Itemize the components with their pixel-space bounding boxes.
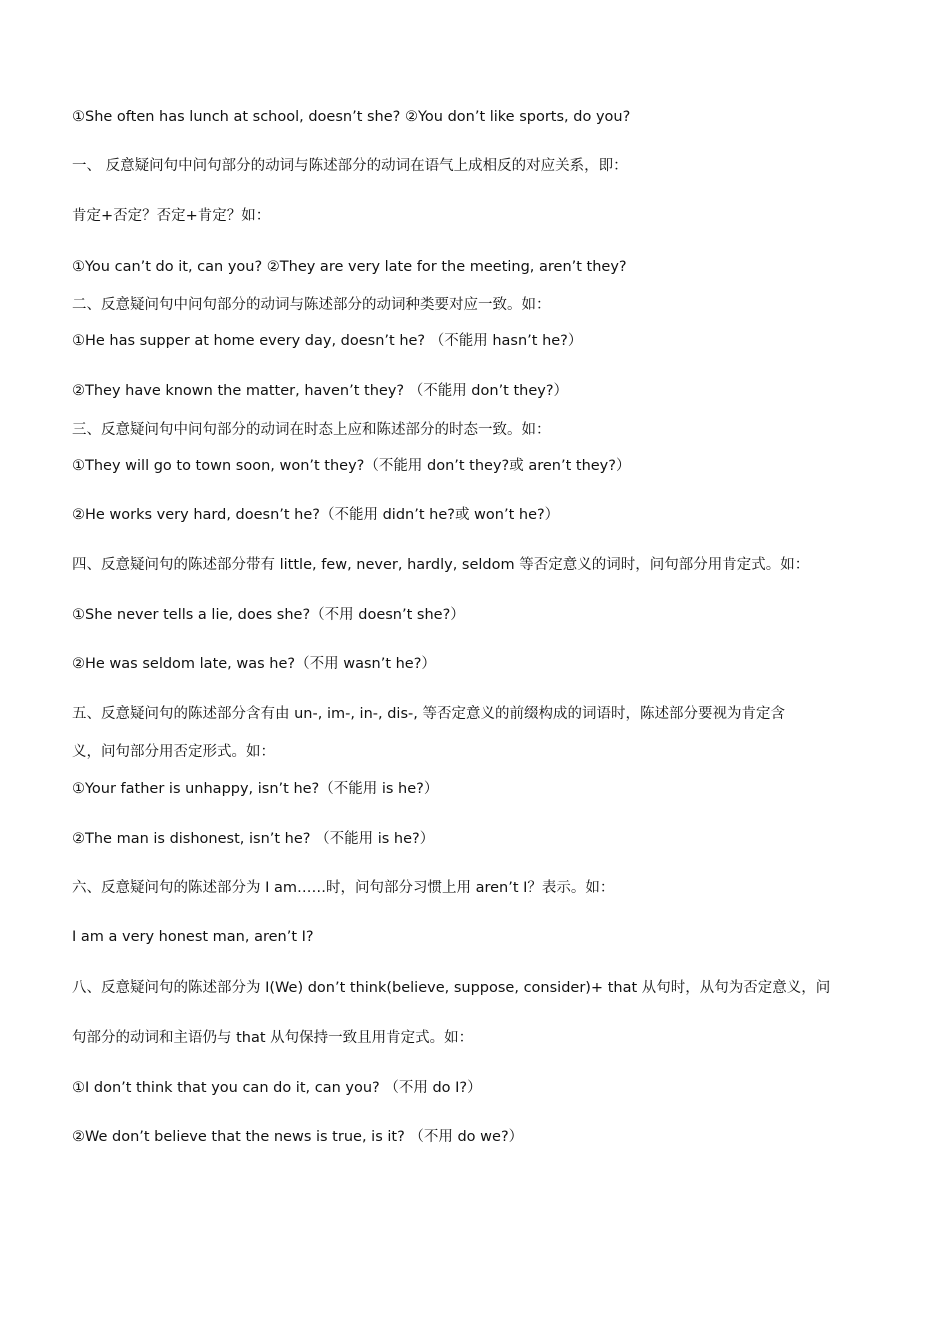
rule-heading-1: 一、 反意疑问句中问句部分的动词与陈述部分的动词在语气上成相反的对应关系，即： <box>72 158 628 174</box>
rule-heading-5: 五、反意疑问句的陈述部分含有由 un-, im-, in-, dis-, 等否定意义的前缀构成的词语时，陈述部分要视为肯定含 <box>72 706 785 722</box>
example-line: ①She often has lunch at school, doesn’t she? ②You don’t like sports, do you? <box>72 109 631 125</box>
rule-heading-8: 八、反意疑问句的陈述部分为 I(We) don’t think(believe, suppose, consider)+ that 从句时，从句为否定意义，问 <box>72 980 831 996</box>
example-line: ①They will go to town soon, won’t they?（不能用 don’t they?或 aren’t they?） <box>72 458 631 474</box>
example-line: ①I don’t think that you can do it, can you? （不用 do I?） <box>72 1080 482 1096</box>
example-line: ②They have known the matter, haven’t they? （不能用 don’t they?） <box>72 383 569 399</box>
example-line: ②We don’t believe that the news is true, is it? （不用 do we?） <box>72 1129 524 1145</box>
rule-text: 义，问句部分用否定形式。如： <box>72 744 275 760</box>
example-line: ①You can’t do it, can you? ②They are very late for the meeting, aren’t they? <box>72 259 627 275</box>
rule-heading-4: 四、反意疑问句的陈述部分带有 little, few, never, hardly, seldom 等否定意义的词时，问句部分用肯定式。如： <box>72 557 810 573</box>
example-line: ①He has supper at home every day, doesn’t he? （不能用 hasn’t he?） <box>72 333 583 349</box>
example-line: ②He was seldom late, was he?（不用 wasn’t he?） <box>72 656 436 672</box>
rule-text: 句部分的动词和主语仍与 that 从句保持一致且用肯定式。如： <box>72 1030 474 1046</box>
rule-heading-3: 三、反意疑问句中问句部分的动词在时态上应和陈述部分的时态一致。如： <box>72 422 551 438</box>
example-line: ①She never tells a lie, does she?（不用 doesn’t she?） <box>72 607 465 623</box>
rule-heading-6: 六、反意疑问句的陈述部分为 I am……时，问句部分习惯上用 aren’t I？表示。如： <box>72 880 615 896</box>
rule-heading-2: 二、反意疑问句中问句部分的动词与陈述部分的动词种类要对应一致。如： <box>72 297 551 313</box>
example-line: ①Your father is unhappy, isn’t he?（不能用 is he?） <box>72 781 439 797</box>
example-line: I am a very honest man, aren’t I? <box>72 929 314 945</box>
example-line: ②He works very hard, doesn’t he?（不能用 didn’t he?或 won’t he?） <box>72 507 560 523</box>
rule-text: 肯定+否定？否定+肯定？如： <box>72 208 271 224</box>
example-line: ②The man is dishonest, isn’t he? （不能用 is he?） <box>72 831 435 847</box>
